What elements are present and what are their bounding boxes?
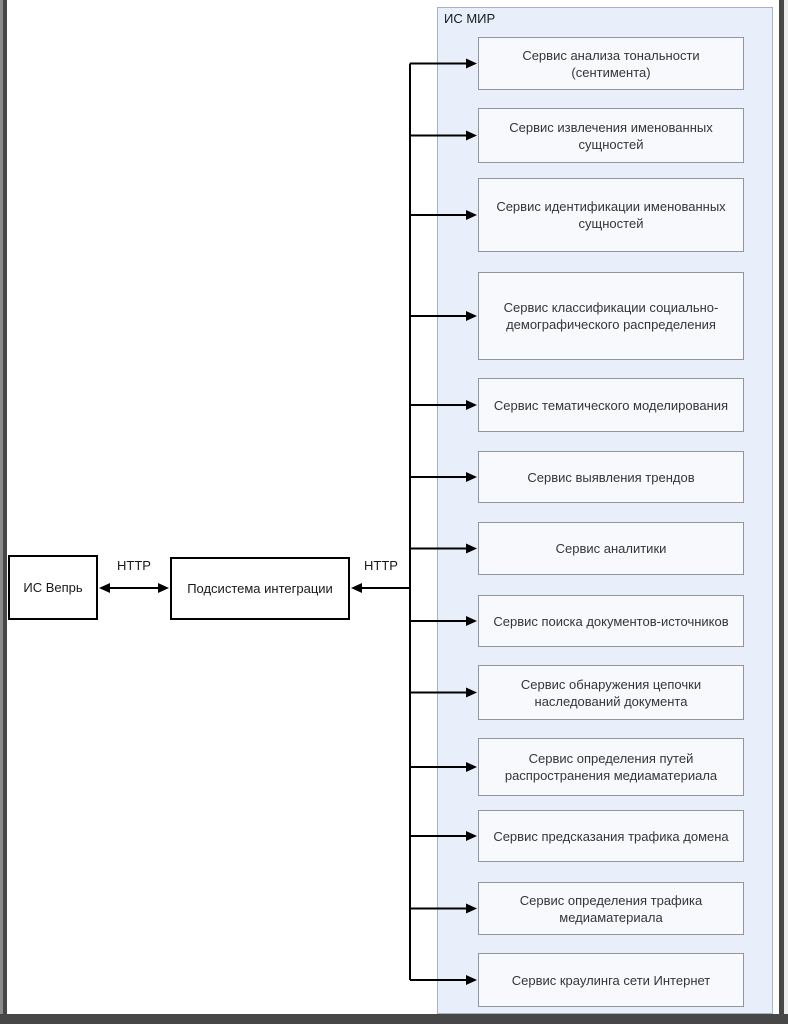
- service-box: Сервис предсказания трафика домена: [478, 810, 744, 862]
- service-box: Сервис определения трафика медиаматериала: [478, 882, 744, 935]
- connector-vepr-arrowhead-left: [99, 583, 110, 593]
- connector-service-arrowhead: [466, 210, 477, 220]
- service-box: Сервис краулинга сети Интернет: [478, 953, 744, 1007]
- service-box: Сервис анализа тональности (сентимента): [478, 37, 744, 90]
- service-box: Сервис извлечения именованных сущностей: [478, 108, 744, 163]
- connector-service-arrowhead: [466, 975, 477, 985]
- connector-service-arrowhead: [466, 472, 477, 482]
- connector-service-arrowhead: [466, 616, 477, 626]
- service-box: Сервис выявления трендов: [478, 451, 744, 503]
- mir-container-label: ИС МИР: [444, 11, 496, 26]
- service-box: Сервис определения путей распространения медиаматериала: [478, 738, 744, 796]
- edge-label-http-right: HTTP: [364, 558, 398, 573]
- connector-service-arrowhead: [466, 904, 477, 914]
- service-box: Сервис классификации социально-демографического распределения: [478, 272, 744, 360]
- connector-service-arrowhead: [466, 131, 477, 141]
- connector-integration-arrowhead: [351, 583, 362, 593]
- connector-service-arrowhead: [466, 762, 477, 772]
- connector-service-arrowhead: [466, 400, 477, 410]
- node-integration-label: Подсистема интеграции: [187, 581, 333, 596]
- connector-service-arrowhead: [466, 59, 477, 69]
- service-box: Сервис поиска документов-источников: [478, 595, 744, 647]
- service-box: Сервис тематического моделирования: [478, 378, 744, 432]
- service-box: Сервис идентификации именованных сущностей: [478, 178, 744, 252]
- edge-label-http-left: HTTP: [117, 558, 151, 573]
- connector-service-arrowhead: [466, 688, 477, 698]
- service-box: Сервис обнаружения цепочки наследований документа: [478, 665, 744, 720]
- connector-service-arrowhead: [466, 311, 477, 321]
- connector-service-arrowhead: [466, 831, 477, 841]
- connector-vepr-arrowhead-right: [158, 583, 169, 593]
- node-vepr-label: ИС Вепрь: [23, 580, 83, 595]
- connector-service-arrowhead: [466, 544, 477, 554]
- service-box: Сервис аналитики: [478, 522, 744, 575]
